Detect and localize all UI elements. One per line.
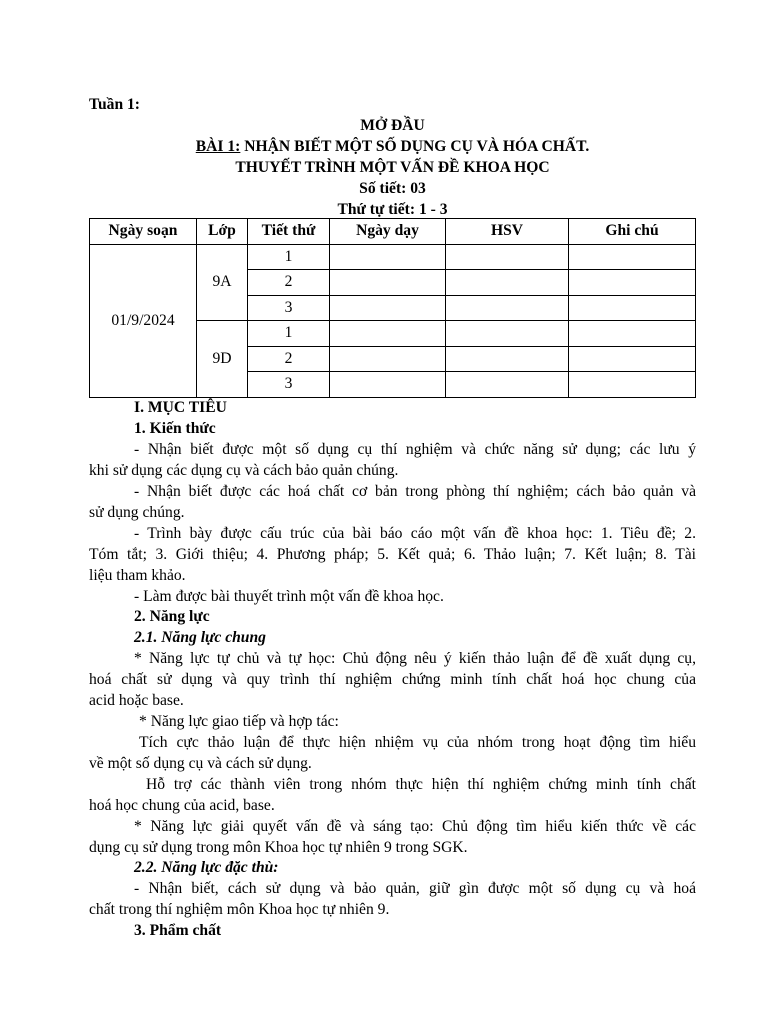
week-label: Tuần 1: [89, 96, 140, 113]
paragraph-line: khi sử dụng các dụng cụ và cách bảo quản chúng. [89, 462, 399, 479]
paragraph-line: về một số dụng cụ và cách sử dụng. [89, 755, 312, 772]
paragraph-line: hoá học chung của acid, base. [89, 797, 275, 814]
subsection-general-competence-heading: 2.1. Năng lực chung [134, 629, 266, 646]
lesson-title-line-2: THUYẾT TRÌNH MỘT VẤN ĐỀ KHOA HỌC [235, 159, 550, 176]
notes-cell [569, 346, 696, 372]
period-cell: 3 [248, 372, 330, 398]
notes-cell [569, 372, 696, 398]
schedule-table [89, 218, 696, 398]
col-header-period: Tiết thứ [248, 219, 330, 245]
paragraph-line: * Năng lực tự chủ và tự học: Chủ động nêu ý kiến thảo luận để đề xuất dụng cụ, [134, 650, 696, 667]
hsv-cell [446, 346, 569, 372]
hsv-cell [446, 295, 569, 321]
paragraph-line: - Nhận biết được các hoá chất cơ bản trong phòng thí nghiệm; cách bảo quản và [134, 483, 696, 500]
col-header-hsv: HSV [446, 219, 569, 245]
notes-cell [569, 244, 696, 270]
period-cell: 1 [248, 244, 330, 270]
paragraph-line: hoá chất sử dụng và quy trình thí nghiệm chứng minh tính chất hoá học chung của [89, 671, 696, 688]
teach-date-cell [330, 321, 446, 347]
period-cell: 3 [248, 295, 330, 321]
section-objectives-heading: I. MỤC TIÊU [134, 399, 227, 416]
paragraph-line: * Năng lực giao tiếp và hợp tác: [139, 713, 339, 730]
hsv-cell [446, 244, 569, 270]
subsection-competence-heading: 2. Năng lực [134, 608, 210, 625]
periods-count: Số tiết: 03 [359, 180, 426, 197]
notes-cell [569, 295, 696, 321]
paragraph-line: - Nhận biết được một số dụng cụ thí nghiệm và chức năng sử dụng; các lưu ý [134, 441, 696, 458]
col-header-teach-date: Ngày dạy [330, 219, 446, 245]
teach-date-cell [330, 244, 446, 270]
period-cell: 2 [248, 346, 330, 372]
table-row [90, 244, 696, 270]
hsv-cell [446, 270, 569, 296]
paragraph-line: acid hoặc base. [89, 692, 184, 709]
paragraph-line: - Trình bày được cấu trúc của bài báo cáo một vấn đề khoa học: 1. Tiêu đề; 2. [134, 525, 696, 542]
intro-heading: MỞ ĐẦU [360, 117, 425, 134]
paragraph-line: dụng cụ sử dụng trong môn Khoa học tự nhiên 9 trong SGK. [89, 839, 468, 856]
paragraph-line: Tích cực thảo luận để thực hiện nhiệm vụ của nhóm trong hoạt động tìm hiểu [139, 734, 696, 751]
hsv-cell [446, 321, 569, 347]
col-header-notes: Ghi chú [569, 219, 696, 245]
teach-date-cell [330, 372, 446, 398]
subsection-knowledge-heading: 1. Kiến thức [134, 420, 216, 437]
subsection-qualities-heading: 3. Phẩm chất [134, 922, 222, 939]
lesson-label: BÀI 1: [195, 138, 241, 155]
lesson-title-text: NHẬN BIẾT MỘT SỐ DỤNG CỤ VÀ HÓA CHẤT. [240, 138, 590, 155]
prep-date-cell: 01/9/2024 [90, 244, 197, 397]
lesson-title-line-1 [89, 137, 696, 158]
class-cell-9d: 9D [197, 321, 248, 398]
col-header-class: Lớp [197, 219, 248, 245]
teach-date-cell [330, 346, 446, 372]
period-cell: 1 [248, 321, 330, 347]
period-cell: 2 [248, 270, 330, 296]
paragraph-line: liệu tham khảo. [89, 567, 186, 584]
paragraph-line: chất trong thí nghiệm môn Khoa học tự nhiên 9. [89, 901, 390, 918]
teach-date-cell [330, 270, 446, 296]
paragraph-line: Hỗ trợ các thành viên trong nhóm thực hiện thí nghiệm chứng minh tính chất [146, 776, 696, 793]
paragraph-line: * Năng lực giải quyết vấn đề và sáng tạo: Chủ động tìm hiểu kiến thức về các [134, 818, 696, 835]
subsection-specific-competence-heading: 2.2. Năng lực đặc thù: [134, 859, 279, 876]
paragraph-line: Tóm tắt; 3. Giới thiệu; 4. Phương pháp; 5. Kết quả; 6. Thảo luận; 7. Kết luận; 8. Tài [89, 546, 696, 563]
paragraph-line: - Nhận biết, cách sử dụng và bảo quản, giữ gìn được một số dụng cụ và hoá [134, 880, 696, 897]
hsv-cell [446, 372, 569, 398]
paragraph-line: - Làm được bài thuyết trình một vấn đề khoa học. [134, 588, 444, 605]
col-header-prep-date: Ngày soạn [90, 219, 197, 245]
notes-cell [569, 321, 696, 347]
teach-date-cell [330, 295, 446, 321]
notes-cell [569, 270, 696, 296]
period-order: Thứ tự tiết: 1 - 3 [337, 201, 448, 218]
table-header-row [90, 219, 696, 245]
class-cell-9a: 9A [197, 244, 248, 321]
paragraph-line: sử dụng chúng. [89, 504, 185, 521]
